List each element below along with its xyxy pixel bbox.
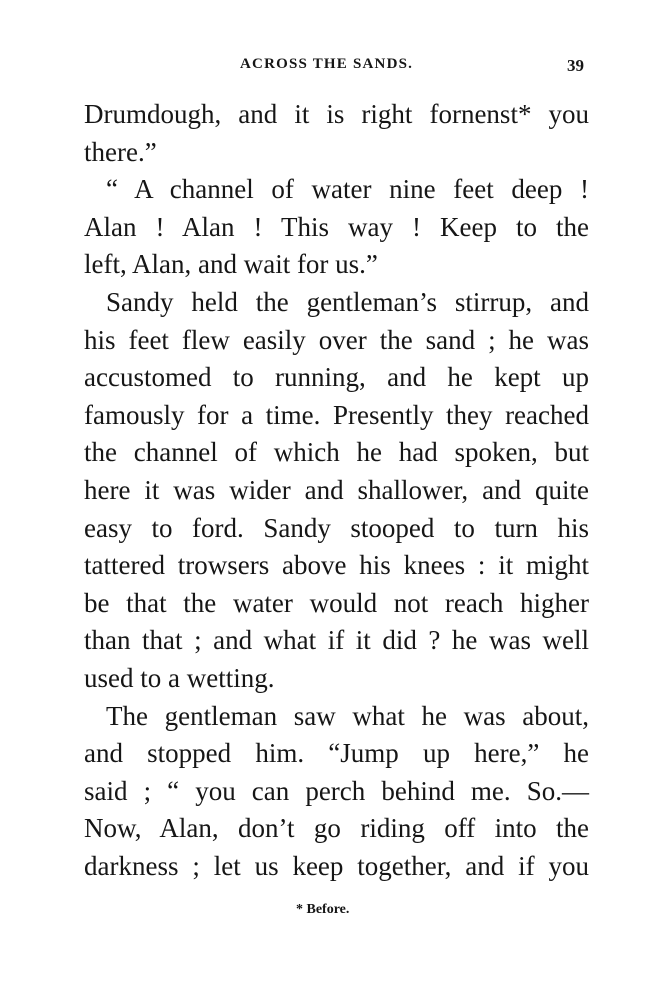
text-line: tattered trowsers above his knees : it might bbox=[84, 550, 589, 581]
text-line: be that the water would not reach higher bbox=[84, 587, 589, 618]
footnote: * Before. bbox=[296, 902, 350, 917]
text-line: there.” bbox=[84, 136, 157, 167]
text-line: Drumdough, and it is right fornenst* you bbox=[84, 99, 589, 129]
text-line: “ A channel of water nine feet deep ! bbox=[106, 174, 589, 205]
text-line: accustomed to running, and he kept up bbox=[84, 362, 589, 393]
text-line: the channel of which he had spoken, but bbox=[84, 437, 589, 468]
text-line: his feet flew easily over the sand ; he was bbox=[84, 324, 589, 355]
text-line: famously for a time. Presently they reached bbox=[84, 399, 589, 430]
text-line: and stopped him. “Jump up here,” he bbox=[84, 738, 589, 769]
text-line: said ; “ you can perch behind me. So.— bbox=[84, 775, 589, 806]
text-line: The gentleman saw what he was about, bbox=[106, 700, 589, 731]
text-line: easy to ford. Sandy stooped to turn his bbox=[84, 512, 589, 543]
text-line: Now, Alan, don’t go riding off into the bbox=[84, 813, 589, 844]
page-number: 39 bbox=[567, 56, 584, 75]
running-head: ACROSS THE SANDS. bbox=[240, 56, 414, 72]
text-line: left, Alan, and wait for us.” bbox=[84, 249, 378, 280]
text-line: than that ; and what if it did ? he was well bbox=[84, 625, 589, 656]
body-text bbox=[84, 96, 589, 885]
text-line: darkness ; let us keep together, and if you bbox=[84, 850, 589, 881]
text-line: used to a wetting. bbox=[84, 662, 275, 693]
text-line: Alan ! Alan ! This way ! Keep to the bbox=[84, 211, 589, 242]
text-line: Sandy held the gentleman’s stirrup, and bbox=[106, 286, 589, 317]
text-line: here it was wider and shallower, and quite bbox=[84, 474, 589, 505]
